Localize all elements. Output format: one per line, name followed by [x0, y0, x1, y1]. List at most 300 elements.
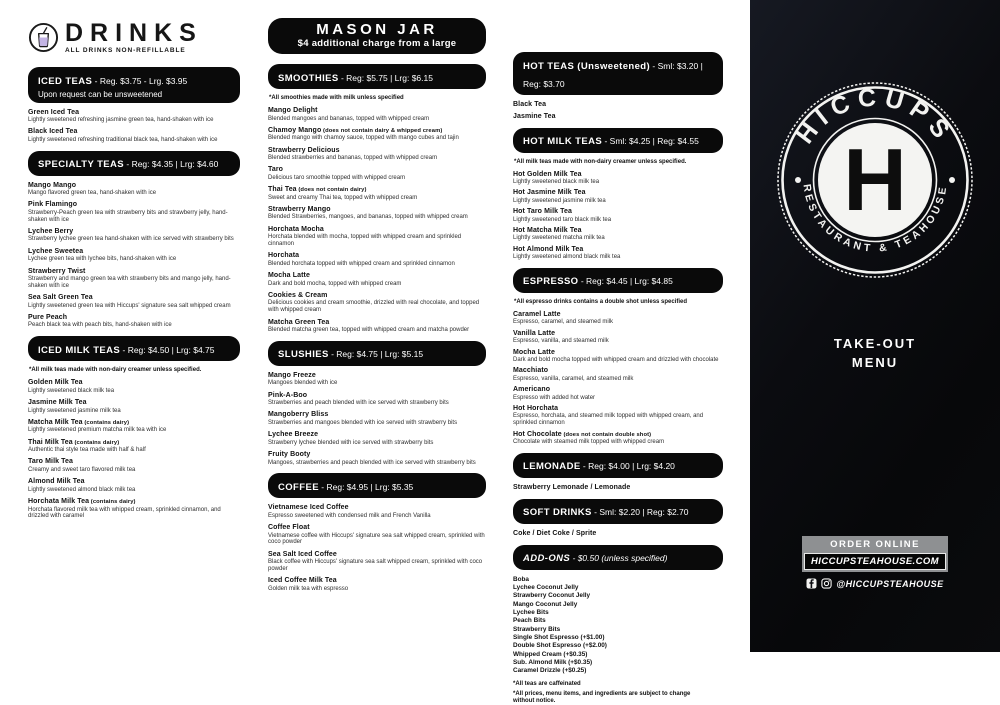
menu-item	[268, 127, 486, 142]
item-description: Blended mango with chamoy sauce, topped with mango cubes and tajin	[268, 135, 459, 142]
menu-item	[513, 311, 723, 326]
item-dietary-note: (contains dairy)	[82, 419, 130, 426]
item-title: Jasmine Tea	[513, 112, 556, 120]
item-description: Lightly sweetened matcha milk tea	[513, 235, 605, 242]
item-description: Lightly sweetened jasmine milk tea	[513, 197, 606, 204]
menu-item	[28, 439, 240, 454]
section-header-line	[278, 477, 476, 495]
menu-item	[268, 504, 486, 519]
item-title: Mangoberry Bliss	[268, 411, 329, 419]
menu-item	[513, 405, 723, 427]
menu-item	[28, 182, 240, 197]
item-description: Lightly sweetened black milk tea	[513, 179, 600, 185]
badge-right-dot	[949, 177, 955, 183]
social-handle: @HICCUPSTEAHOUSE	[836, 578, 944, 589]
item-name	[513, 208, 723, 216]
item-description: Horchata flavored milk tea with whipped cream, sprinkled cinnamon, and drizzled with caramel	[28, 506, 221, 520]
item-name	[513, 311, 723, 319]
menu-item	[268, 272, 486, 287]
item-description: Mangoes, strawberries and peach blended with ice served with strawberry bits	[268, 459, 476, 466]
footnote: *All teas are caffeinated	[513, 681, 581, 688]
menu-item	[268, 319, 486, 334]
item-name	[268, 107, 486, 115]
menu-item	[268, 147, 486, 162]
section-header-line	[523, 271, 713, 289]
menu-item	[513, 386, 723, 401]
item-description: Lightly sweetened black milk tea	[28, 387, 115, 394]
menu-item	[268, 524, 486, 546]
item-name	[28, 182, 240, 190]
item-description: Dark and bold mocha, topped with whipped cream	[268, 280, 402, 287]
item-name	[268, 524, 486, 532]
section-note: *All milk teas made with non-dairy creamer unless specified.	[29, 367, 202, 374]
section-header-line	[278, 68, 476, 86]
item-name	[28, 294, 240, 302]
section-header-line	[38, 340, 230, 358]
item-title: Almond Milk Tea	[28, 478, 85, 486]
item-description: Authentic thai style tea made with half & half	[28, 447, 146, 454]
item-title: Golden Milk Tea	[28, 379, 83, 387]
addon-item: Lychee Bits	[513, 609, 549, 617]
menu-item	[28, 109, 240, 124]
menu-item	[28, 128, 240, 143]
section-header-line	[523, 131, 713, 149]
item-description: Lightly sweetened premium matcha milk tea with ice	[28, 427, 167, 434]
section-title: LEMONADE	[523, 461, 581, 473]
item-dietary-note: (does not contain double shot)	[561, 431, 652, 438]
item-description: Strawberry lychee blended with ice served with strawberry bits	[268, 439, 434, 446]
menu-item	[513, 171, 723, 186]
item-description: Espresso, vanilla, and steamed milk	[513, 338, 609, 345]
section-header	[513, 499, 723, 524]
section-title: HOT TEAS (Unsweetened)	[523, 60, 651, 72]
item-description: Dark and bold mocha topped with whipped cream and drizzled with chocolate	[513, 357, 719, 364]
item-title: Sea Salt Iced Coffee	[268, 550, 337, 558]
item-dietary-note: (does not contain dairy)	[296, 187, 367, 194]
item-name	[28, 268, 240, 276]
item-title: Thai Tea	[268, 186, 297, 194]
section-header-line	[38, 154, 230, 172]
item-description: Lightly sweetened green tea with Hiccups' signature sea salt whipped cream	[28, 302, 231, 309]
item-name	[268, 147, 486, 155]
item-title: Black Tea	[513, 101, 547, 108]
item-description: Strawberries and peach blended with ice served with strawberry bits	[268, 400, 449, 407]
item-title: Strawberry Lemonade / Lemonade	[513, 483, 631, 491]
menu-item	[513, 484, 723, 492]
drinks-subtitle: ALL DRINKS NON-REFILLABLE	[65, 46, 186, 54]
item-name	[513, 101, 723, 109]
item-title: Taro Milk Tea	[28, 458, 73, 466]
item-name	[28, 228, 240, 236]
item-title: Horchata	[268, 252, 300, 260]
item-title: Fruity Booty	[268, 451, 311, 459]
item-title: Hot Chocolate	[513, 430, 562, 438]
menu-item	[28, 379, 240, 394]
menu-item	[268, 107, 486, 122]
menu-item	[268, 252, 486, 267]
item-name	[268, 551, 486, 559]
item-description: Sweet and creamy Thai tea, topped with whipped cream	[268, 194, 418, 201]
item-name	[268, 127, 486, 135]
item-name	[28, 314, 240, 322]
menu-item	[513, 101, 723, 109]
item-name	[513, 171, 723, 179]
item-title: Lychee Berry	[28, 227, 74, 235]
item-name	[268, 504, 486, 512]
section-price: - Reg: $4.45 | Lrg: $4.85	[578, 276, 673, 287]
addon-item: Boba	[513, 575, 529, 583]
item-description: Chocolate with steamed milk topped with whipped cream	[513, 439, 665, 446]
section-price: - Reg: $4.95 | Lrg: $5.35	[318, 481, 414, 492]
item-name	[513, 530, 723, 538]
item-description: Delicious cookies and cream smoothie, drizzled with real chocolate, and topped with whipped cream	[268, 300, 480, 314]
section-header-line	[278, 344, 476, 362]
item-title: Matcha Green Tea	[268, 318, 330, 326]
facebook-icon	[806, 578, 817, 589]
section-title: SLUSHIES	[278, 349, 329, 361]
addon-item: Strawberry Bits	[513, 625, 561, 633]
logo-arc-top: HICCUPS	[790, 83, 960, 150]
item-title: Pure Peach	[28, 313, 68, 321]
website-bar: HICCUPSTEAHOUSE.COM	[804, 553, 946, 570]
addon-item: Whipped Cream (+$0.35)	[513, 650, 588, 658]
item-description: Horchata blended with mocha, topped with whipped cream and sprinkled cinnamon	[268, 234, 462, 248]
menu-item	[28, 399, 240, 414]
item-title: Horchata Milk Tea	[28, 498, 90, 506]
item-description: Blended mangoes and bananas, topped with whipped cream	[268, 115, 430, 122]
drink-cup-icon	[28, 22, 59, 53]
item-description: Espresso, horchata, and steamed milk topped with whipped cream, and sprinkled cinnamon	[513, 413, 704, 427]
item-title: Vietnamese Iced Coffee	[268, 504, 349, 512]
item-description: Lightly sweetened refreshing jasmine green tea, hand-shaken with ice	[28, 117, 214, 123]
item-title: Thai Milk Tea	[28, 438, 73, 446]
item-description: Mangoes blended with ice	[268, 380, 338, 387]
item-title: Hot Horchata	[513, 404, 559, 412]
section-title: SMOOTHIES	[278, 72, 339, 84]
section-header	[513, 52, 723, 95]
item-description: Espresso, caramel, and steamed milk	[513, 319, 614, 326]
item-name	[28, 399, 240, 407]
section-price: - Reg: $4.35 | Lrg: $4.60	[124, 159, 219, 170]
left-column	[28, 14, 240, 525]
item-title: Taro	[268, 166, 284, 174]
item-title: Hot Almond Milk Tea	[513, 245, 584, 253]
section-header-line	[38, 71, 230, 89]
item-title: Caramel Latte	[513, 310, 561, 318]
addon-item: Double Shot Espresso (+$2.00)	[513, 642, 607, 650]
item-name	[28, 248, 240, 256]
item-description: Lightly sweetened refreshing traditional black tea, hand-shaken with ice	[28, 136, 218, 143]
item-name	[28, 109, 240, 117]
menu-item	[513, 330, 723, 345]
item-name	[268, 319, 486, 327]
item-title: Mocha Latte	[268, 272, 310, 280]
item-description: Strawberries and mangoes blended with ice served with strawberry bits	[268, 419, 458, 426]
item-name	[268, 272, 486, 280]
social-row	[750, 578, 1000, 589]
item-title: Horchata Mocha	[268, 225, 324, 233]
item-description: Espresso sweetened with condensed milk and French Vanilla	[268, 512, 431, 519]
section-header-line	[523, 456, 713, 474]
item-title: Pink Flamingo	[28, 201, 78, 209]
menu-item	[268, 166, 486, 181]
menu-item	[513, 349, 723, 364]
sidebar	[750, 0, 1000, 652]
menu-item	[268, 292, 486, 314]
item-name	[513, 246, 723, 254]
item-name	[268, 411, 486, 419]
item-name	[268, 226, 486, 234]
section-note: *All milk teas made with non-dairy creamer unless specified.	[514, 158, 687, 165]
item-description: Lightly sweetened almond black milk tea	[513, 254, 621, 261]
menu-item	[268, 186, 486, 201]
item-description: Golden milk tea with espresso	[268, 585, 349, 592]
item-description: Peach black tea with peach bits, hand-shaken with ice	[28, 322, 172, 329]
item-name	[28, 498, 240, 506]
badge-left-dot	[795, 177, 801, 183]
item-name	[268, 166, 486, 174]
item-description: Black coffee with Hiccups' signature sea salt whipped cream, sprinkled with coco powder	[268, 559, 483, 573]
logo-monogram: H	[843, 130, 907, 229]
menu-item	[513, 189, 723, 204]
item-name	[513, 189, 723, 197]
item-title: Hot Matcha Milk Tea	[513, 226, 582, 234]
section-title: ICED TEAS	[38, 75, 93, 87]
item-title: Pink-A-Boo	[268, 391, 308, 399]
item-name	[268, 292, 486, 300]
section-header	[268, 64, 486, 89]
item-title: Cookies & Cream	[268, 291, 328, 299]
item-name	[268, 186, 486, 194]
order-online-label: ORDER ONLINE	[830, 539, 920, 550]
item-dietary-note: (contains dairy)	[89, 499, 136, 506]
item-title: Coke / Diet Coke / Sprite	[513, 529, 597, 537]
item-description: Mango flavored green tea, hand-shaken with ice	[28, 190, 157, 197]
item-title: Lychee Breeze	[268, 431, 319, 439]
addon-item: Strawberry Coconut Jelly	[513, 592, 591, 600]
addon-item: Caramel Drizzle (+$0.25)	[513, 667, 587, 675]
item-description: Blended strawberries and bananas, topped with whipped cream	[268, 155, 438, 162]
item-dietary-note: (does not contain dairy & whipped cream)	[321, 127, 443, 134]
item-name	[513, 484, 723, 492]
right-column-sections	[513, 52, 723, 705]
item-description: Lychee green tea with lychee bits, hand-shaken with ice	[28, 256, 177, 263]
section-price: - Reg: $5.75 | Lrg: $6.15	[338, 72, 433, 83]
item-title: Iced Coffee Milk Tea	[268, 577, 337, 585]
item-description: Lightly sweetened almond black milk tea	[28, 486, 136, 493]
menu-item	[513, 431, 723, 446]
item-name	[268, 451, 486, 459]
section-header	[28, 151, 240, 176]
drinks-header	[28, 14, 240, 60]
section-price: - Reg. $3.75 - Lrg. $3.95	[92, 75, 188, 86]
section-header	[28, 336, 240, 361]
takeout-menu-label	[750, 334, 1000, 372]
section-title: ADD-ONS	[523, 553, 571, 565]
item-name	[513, 113, 723, 121]
mason-jar-subtitle: $4 additional charge from a large	[297, 38, 457, 49]
item-description: Strawberry and mango green tea with strawberry bits and mango jelly, hand-shaken with ice	[28, 276, 231, 289]
menu-item	[513, 227, 723, 242]
addon-item: Sub. Almond Milk (+$0.35)	[513, 658, 593, 666]
item-title: Lychee Sweetea	[28, 247, 84, 255]
item-name	[28, 439, 240, 447]
section-header	[268, 341, 486, 366]
item-description: Blended horchata topped with whipped cream and sprinkled cinnamon	[268, 260, 455, 267]
item-description: Espresso, vanilla, caramel, and steamed milk	[513, 375, 634, 382]
item-name	[513, 386, 723, 394]
menu-item	[28, 201, 240, 223]
item-title: Strawberry Mango	[268, 205, 331, 213]
item-title: Green Iced Tea	[28, 108, 80, 116]
menu-item	[268, 206, 486, 221]
item-title: Mango Delight	[268, 107, 318, 114]
addon-item: Peach Bits	[513, 617, 546, 625]
menu-item	[513, 208, 723, 223]
drinks-header-text	[65, 18, 203, 54]
drinks-title: DRINKS	[65, 18, 203, 47]
menu-item	[28, 314, 240, 329]
item-title: Mango Mango	[28, 181, 77, 189]
section-price: - Reg: $4.75 | Lrg: $5.15	[328, 349, 424, 360]
section-price: - Reg: $4.00 | Lrg: $4.20	[580, 461, 675, 472]
item-name	[28, 379, 240, 387]
order-online-block	[802, 536, 948, 572]
section-header	[268, 473, 486, 498]
item-description: Delicious taro smoothie topped with whipped cream	[268, 174, 406, 181]
menu-item	[268, 372, 486, 387]
section-price: - Reg: $4.50 | Lrg: $4.75	[120, 344, 215, 355]
item-description: Lightly sweetened jasmine milk tea	[28, 407, 121, 414]
menu-item	[268, 226, 486, 248]
mason-jar-title: MASON JAR	[316, 21, 438, 38]
item-title: Jasmine Milk Tea	[28, 399, 87, 407]
section-price: - $0.50 (unless specified)	[570, 553, 668, 564]
item-title: Black Iced Tea	[28, 128, 78, 136]
menu-item	[268, 551, 486, 573]
instagram-icon	[821, 578, 832, 589]
section-price: - Sml: $3.20 | Reg: $3.70	[523, 60, 703, 89]
menu-item	[28, 498, 240, 520]
item-title: Matcha Milk Tea	[28, 418, 83, 426]
item-description: Strawberry-Peach green tea with strawberry bits and strawberry jelly, hand-shaken with ice	[28, 209, 228, 223]
menu-item	[268, 411, 486, 426]
item-name	[513, 227, 723, 235]
addon-item: Single Shot Espresso (+$1.00)	[513, 633, 605, 641]
takeout-menu-text: TAKE-OUT MENU	[833, 336, 917, 370]
item-name	[268, 252, 486, 260]
menu-item	[268, 392, 486, 407]
item-dietary-note: (contains dairy)	[72, 439, 120, 446]
section-header	[513, 128, 723, 153]
section-header-line	[523, 56, 713, 92]
section-price: - Sml: $2.20 | Reg: $2.70	[591, 507, 689, 518]
item-name	[28, 478, 240, 486]
mason-jar-banner	[268, 18, 486, 54]
section-subtext: Upon request can be unsweetened	[38, 90, 163, 99]
item-name	[513, 431, 723, 439]
menu-item	[28, 294, 240, 309]
section-title: ESPRESSO	[523, 276, 579, 288]
item-name	[513, 349, 723, 357]
item-title: Mocha Latte	[513, 348, 555, 356]
section-title: COFFEE	[278, 481, 319, 493]
section-header-line	[523, 502, 713, 520]
menu-item	[28, 478, 240, 493]
item-title: Strawberry Delicious	[268, 146, 340, 154]
item-title: Americano	[513, 386, 551, 394]
hiccups-logo-badge	[775, 80, 975, 280]
item-description: Espresso with added hot water	[513, 394, 596, 401]
item-name	[268, 372, 486, 380]
item-description: Vietnamese coffee with Hiccups' signature sea salt whipped cream, sprinkled with coco powder	[268, 532, 485, 546]
footnote: *All prices, menu items, and ingredients are subject to change without notice.	[513, 691, 691, 705]
item-title: Chamoy Mango	[268, 126, 322, 134]
item-title: Coffee Float	[268, 524, 310, 532]
section-title: SPECIALTY TEAS	[38, 159, 125, 171]
menu-item	[268, 431, 486, 446]
menu-item	[268, 577, 486, 592]
item-title: Hot Golden Milk Tea	[513, 170, 582, 178]
section-header	[513, 453, 723, 478]
section-title: SOFT DRINKS	[523, 507, 592, 519]
addon-item: Mango Coconut Jelly	[513, 600, 578, 608]
menu-item	[28, 268, 240, 290]
item-name	[28, 128, 240, 136]
section-note: *All smoothies made with milk unless specified	[269, 95, 404, 101]
menu-item	[28, 458, 240, 473]
item-title: Vanilla Latte	[513, 329, 556, 337]
item-description: Strawberry lychee green tea hand-shaken with ice served with strawberry bits	[28, 236, 234, 243]
item-title: Hot Taro Milk Tea	[513, 208, 573, 216]
item-name	[268, 577, 486, 585]
item-title: Macchiato	[513, 367, 549, 375]
menu-item	[268, 451, 486, 466]
addon-item: Lychee Coconut Jelly	[513, 584, 579, 592]
item-title: Mango Freeze	[268, 371, 316, 379]
item-description: Blended Strawberries, mangoes, and bananas, topped with whipped cream	[268, 214, 468, 221]
item-name	[268, 431, 486, 439]
left-column-sections	[28, 67, 240, 520]
item-title: Strawberry Twist	[28, 267, 86, 275]
section-title: ICED MILK TEAS	[38, 344, 121, 356]
menu-item	[513, 246, 723, 261]
section-price: - Sml: $4.25 | Reg: $4.55	[602, 136, 699, 146]
item-name	[513, 405, 723, 413]
menu-item	[28, 228, 240, 243]
item-name	[28, 458, 240, 466]
item-name	[28, 201, 240, 209]
item-name	[268, 206, 486, 214]
menu-item	[513, 367, 723, 382]
item-name	[268, 392, 486, 400]
section-header-line	[523, 548, 713, 566]
item-description: Creamy and sweet taro flavored milk tea	[28, 466, 136, 473]
logo-arc-bottom: RESTAURANT & TEAHOUSE	[800, 183, 950, 255]
menu-item	[513, 530, 723, 538]
section-header	[513, 545, 723, 570]
item-description: Lightly sweetened taro black milk tea	[513, 216, 612, 223]
item-name	[513, 367, 723, 375]
section-title: HOT MILK TEAS	[523, 136, 603, 147]
item-title: Hot Jasmine Milk Tea	[513, 189, 586, 197]
item-description: Blended matcha green tea, topped with whipped cream and matcha powder	[268, 327, 470, 334]
menu-item	[28, 248, 240, 263]
menu-item	[513, 113, 723, 121]
middle-column-sections	[268, 64, 486, 597]
item-name	[513, 330, 723, 338]
section-header	[28, 67, 240, 103]
